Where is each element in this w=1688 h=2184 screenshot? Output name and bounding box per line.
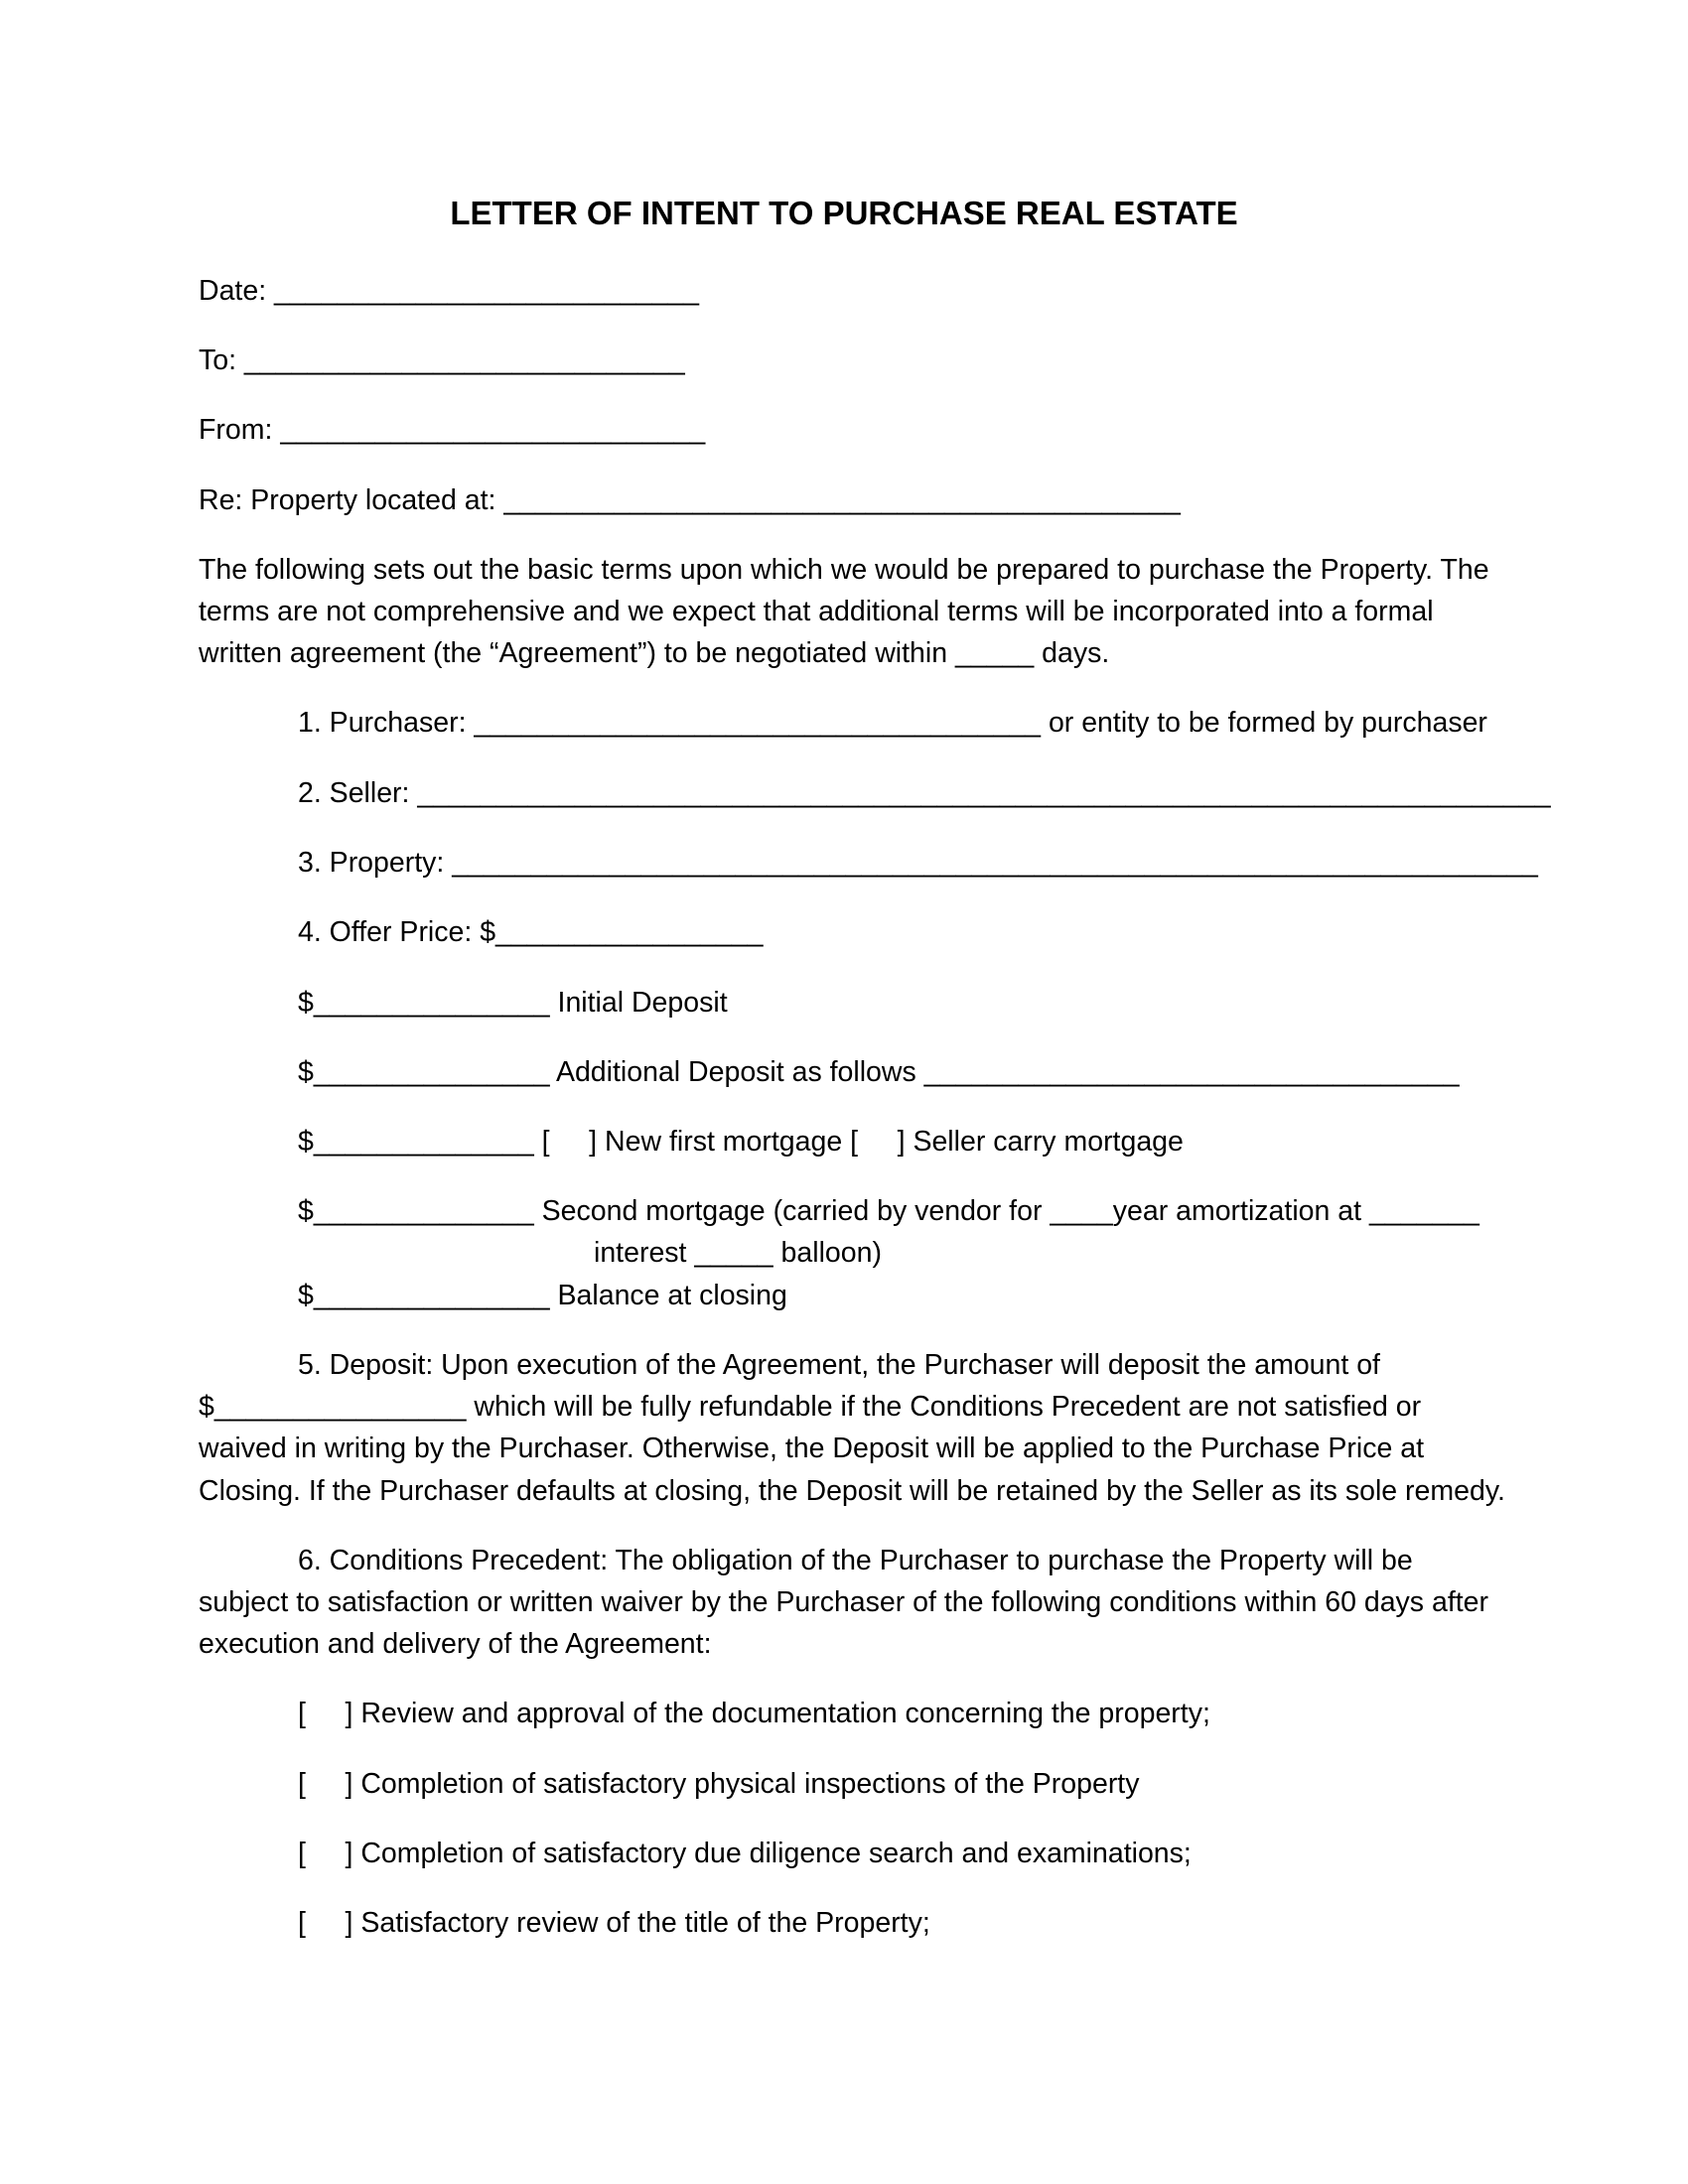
- intro-line-3: written agreement (the “Agreement”) to be negotiated within _____ days.: [199, 637, 1110, 669]
- term-purchaser: 1. Purchaser: ____________________________________ or entity to be formed by purchaser: [298, 707, 1487, 739]
- term-second-mortgage-line-2: interest _____ balloon): [594, 1237, 882, 1269]
- deposit-line-2: $________________ which will be fully refundable if the Conditions Precedent are not satisfied or: [199, 1391, 1422, 1423]
- condition-item: [ ] Completion of satisfactory physical inspections of the Property: [298, 1768, 1140, 1800]
- term-offer-price: 4. Offer Price: $_________________: [298, 916, 764, 948]
- to-line: To: ____________________________: [199, 344, 685, 376]
- term-property: 3. Property: _____________________________________________________________________: [298, 847, 1538, 879]
- conditions-line-2: subject to satisfaction or written waiver by the Purchaser of the following conditions within 60 days after: [199, 1586, 1488, 1618]
- condition-item: [ ] Review and approval of the documentation concerning the property;: [298, 1698, 1210, 1729]
- re-property-line: Re: Property located at: ___________________________________________: [199, 484, 1181, 516]
- conditions-line-1: 6. Conditions Precedent: The obligation of the Purchaser to purchase the Property will be: [298, 1545, 1413, 1576]
- term-first-mortgage: $______________ [ ] New first mortgage [ ] Seller carry mortgage: [298, 1126, 1184, 1158]
- document-title: LETTER OF INTENT TO PURCHASE REAL ESTATE: [450, 195, 1238, 231]
- deposit-line-4: Closing. If the Purchaser defaults at closing, the Deposit will be retained by the Seller as its sole remedy.: [199, 1475, 1505, 1507]
- intro-line-1: The following sets out the basic terms upon which we would be prepared to purchase the Property. The: [199, 554, 1489, 586]
- from-line: From: ___________________________: [199, 414, 706, 446]
- term-balance-at-closing: $_______________ Balance at closing: [298, 1280, 787, 1311]
- deposit-line-1: 5. Deposit: Upon execution of the Agreement, the Purchaser will deposit the amount of: [298, 1349, 1380, 1381]
- intro-line-2: terms are not comprehensive and we expect that additional terms will be incorporated into a formal: [199, 596, 1434, 627]
- deposit-line-3: waived in writing by the Purchaser. Otherwise, the Deposit will be applied to the Purchase Price at: [199, 1433, 1425, 1464]
- condition-item: [ ] Completion of satisfactory due diligence search and examinations;: [298, 1838, 1192, 1869]
- condition-item: [ ] Satisfactory review of the title of the Property;: [298, 1907, 930, 1939]
- term-second-mortgage-line-1: $______________ Second mortgage (carried by vendor for ____year amortization at _______: [298, 1195, 1479, 1227]
- date-line: Date: ___________________________: [199, 275, 699, 307]
- term-initial-deposit: $_______________ Initial Deposit: [298, 987, 728, 1019]
- conditions-line-3: execution and delivery of the Agreement:: [199, 1628, 712, 1660]
- term-additional-deposit: $_______________ Additional Deposit as follows __________________________________: [298, 1056, 1460, 1088]
- term-seller: 2. Seller: ________________________________________________________________________: [298, 777, 1551, 809]
